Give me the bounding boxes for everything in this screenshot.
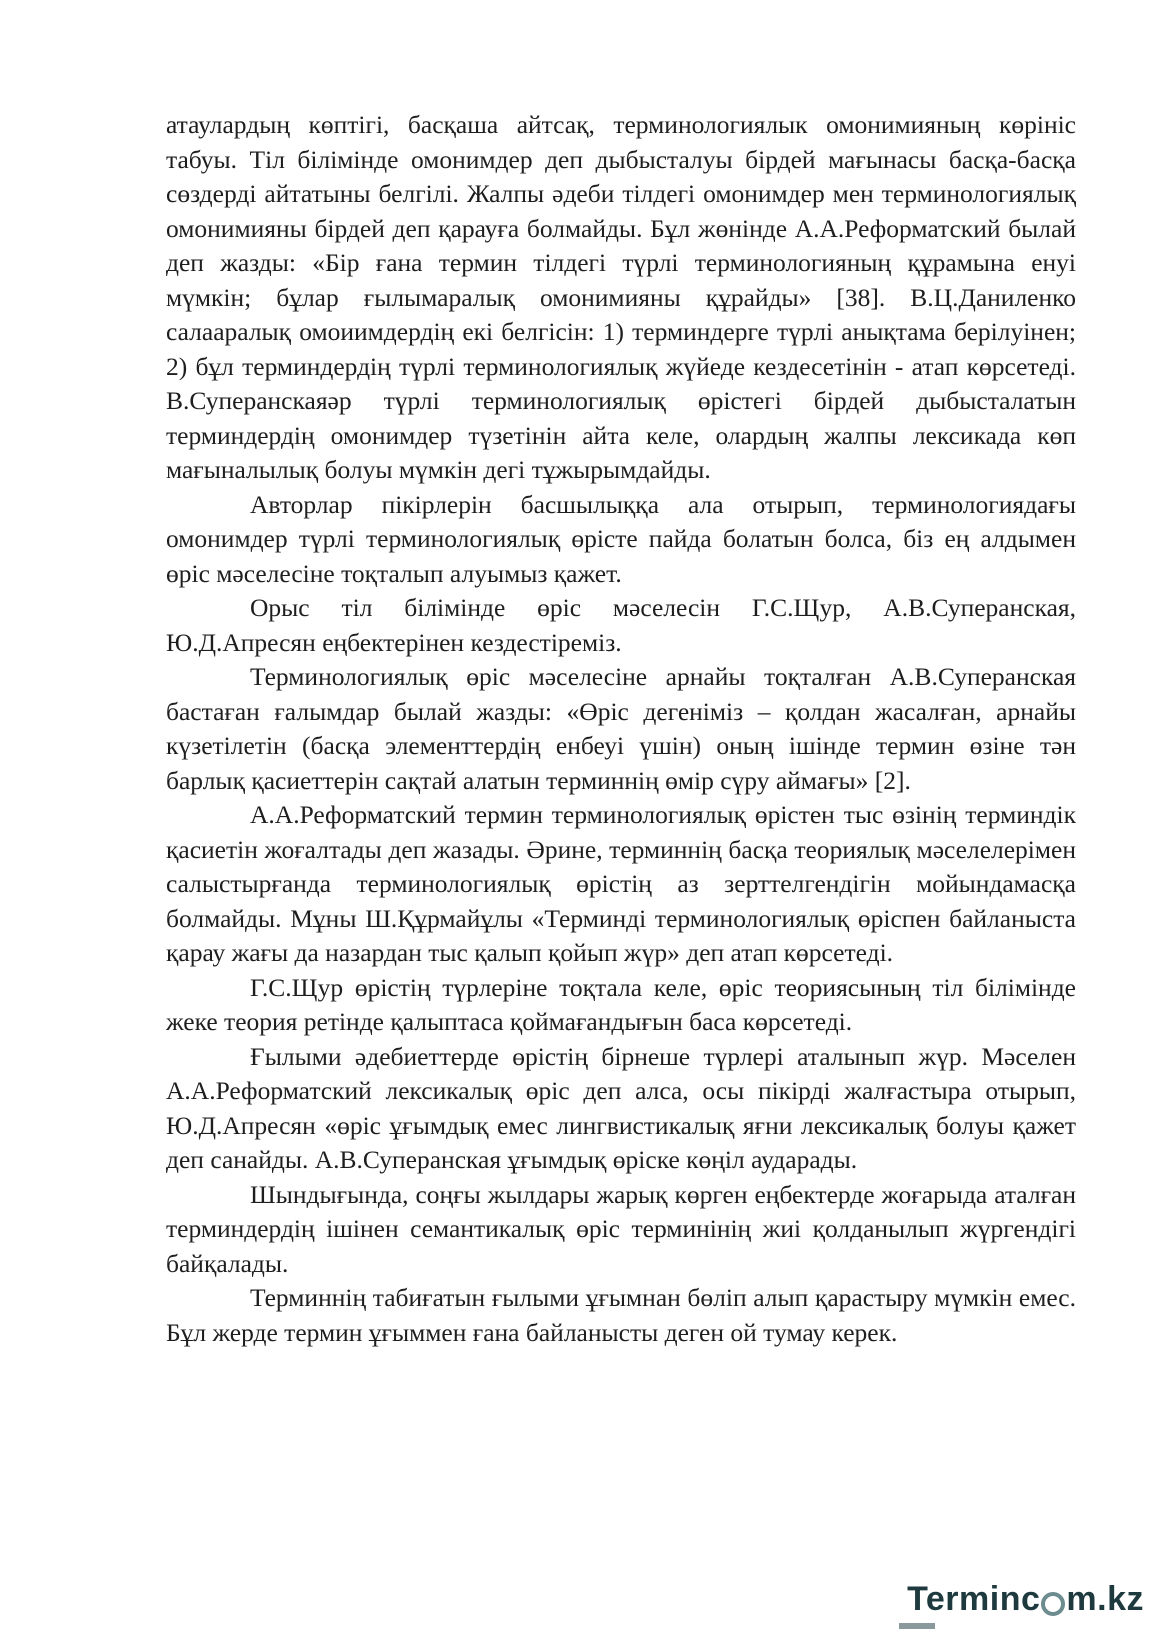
paragraph-1: атаулардың көптігі, басқаша айтсақ, терминологиялык омонимияның көрініс табуы. Тіл білімінде омонимдер деп дыбысталуы бірдей мағынасы басқа-басқа сөздерді айтатыны белгілі. Жалпы әдеби тілдегі омонимдер мен терминологиялық омонимияны бірдей деп қарауға болмайды. Бұл жөнінде А.А.Реформатский былай деп жазды: «Бір ғана термин тілдегі түрлі терминологияның құрамына енуі мүмкін; бұлар ғылымаралық омонимияны құрайды» [38]. В.Ц.Даниленко салааралық омоиимдердің екі белгісін: 1) терминдерге түрлі анықтама берілуінен; 2) бұл терминдердің түрлі терминологиялық жүйеде кездесетінін - атап көрсетеді. В.Суперанскаяәр түрлі терминологиялық өрістегі бірдей дыбысталатын терминдердің омонимдер түзетінін айта келе, олардың жалпы лексикада көп мағыналылық болуы мүмкін дегі тұжырымдайды.: [166, 110, 1076, 484]
watermark-o-ring-icon: [1041, 1592, 1065, 1616]
paragraph-4: Терминологиялық өріс мәселесіне арнайы тоқталған А.В.Суперанская бастаған ғалымдар былай жазды: «Өріс дегеніміз – қолдан жасалған, арнайы күзетілетін (басқа элементтердің енбеуі үшін) оның ішінде термин өзіне тән барлық қасиеттерін сақтай алатын терминнің өмір сүру аймағы» [2].: [166, 662, 1076, 795]
watermark-text-part3: m.kz: [1066, 1580, 1144, 1618]
paragraph-3: Орыс тіл білімінде өріс мәселесін Г.С.Щур, А.В.Суперанская, Ю.Д.Апресян еңбектерінен кездестіреміз.: [166, 593, 1076, 657]
paragraph-7: Ғылыми әдебиеттерде өрістің бірнеше түрлері аталынып жүр. Мәселен А.А.Реформатский лексикалық өріс деп алса, осы пікірді жалғастыра отырып, Ю.Д.Апресян «өріс ұғымдық емес лингвистикалық яғни лексикалық болуы қажет деп санайды. А.В.Суперанская ұғымдық өріске көңіл аударады.: [166, 1041, 1076, 1174]
watermark-text-part2: c: [1020, 1580, 1041, 1618]
termincom-watermark: [907, 1580, 1144, 1619]
paragraph-8: Шындығында, соңғы жылдары жарық көрген еңбектерде жоғарыда аталған терминдердің ішінен семантикалық өріс терминінің жиі қолданылып жүргендігі байқалады.: [166, 1179, 1076, 1278]
paragraph-5: А.А.Реформатский термин терминологиялық өрістен тыс өзінің терминдік қасиетін жоғалтады деп жазады. Әрине, терминнің басқа теориялық мәселелерімен салыстырғанда терминологиялық өрістің аз зерттелгендігін мойындамасқа болмайды. Мұны Ш.Құрмайұлы «Терминді терминологиялық өріспен байланыста қарау жағы да назардан тыс қалып қойып жүр» деп атап көрсетеді.: [166, 800, 1076, 967]
paragraph-9: Терминнің табиғатын ғылыми ұғымнан бөліп алып қарастыру мүмкін емес. Бұл жерде термин ұғыммен ғана байланысты деген ой тумау керек.: [166, 1283, 1076, 1347]
watermark-text-part1: Termin: [907, 1580, 1021, 1618]
paragraph-2: Авторлар пікірлерін басшылыққа ала отырып, терминологиядағы омонимдер түрлі терминологиялық өрісте пайда болатын болса, біз ең алдымен өріс мәселесіне тоқталып алуымыз қажет.: [166, 489, 1076, 588]
document-body: [166, 108, 1076, 1350]
paragraph-6: Г.С.Щур өрістің түрлеріне тоқтала келе, өріс теориясының тіл білімінде жеке теория ретінде қалыптаса қоймағандығын баса көрсетеді.: [166, 972, 1076, 1036]
